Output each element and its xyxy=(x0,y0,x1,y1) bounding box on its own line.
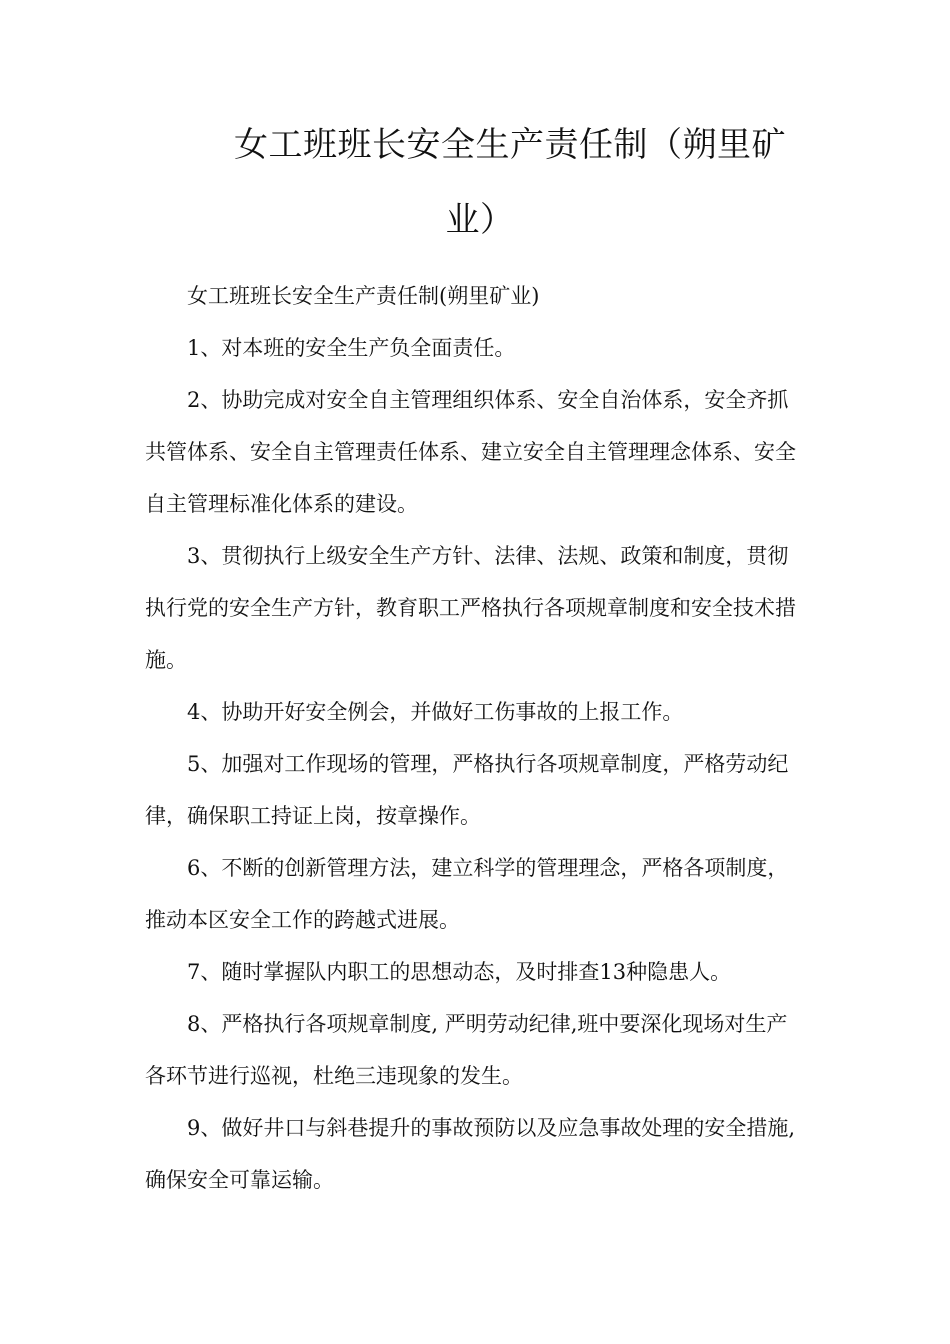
paragraph-item-4: 4、协助开好安全例会，并做好工伤事故的上报工作。 xyxy=(187,700,684,724)
paragraph-item-6: 6、不断的创新管理方法，建立科学的管理理念，严格各项制度，推动本区安全工作的跨越式进展。 xyxy=(145,856,789,932)
paragraph-item-5: 5、加强对工作现场的管理，严格执行各项规章制度，严格劳动纪律，确保职工持证上岗，按章操作。 xyxy=(145,752,789,828)
paragraph-item-2: 2、协助完成对安全自主管理组织体系、安全自治体系，安全齐抓共管体系、安全自主管理责任体系、建立安全自主管理理念体系、安全自主管理标准化体系的建设。 xyxy=(145,388,796,516)
document-title-line-2: 业） xyxy=(445,200,515,240)
paragraph-item-7: 7、随时掌握队内职工的思想动态，及时排查13种隐患人。 xyxy=(187,960,732,984)
paragraph-item-1: 1、对本班的安全生产负全面责任。 xyxy=(187,336,516,360)
document-body xyxy=(145,270,807,1206)
paragraph-item-9: 9、做好井口与斜巷提升的事故预防以及应急事故处理的安全措施, 确保安全可靠运输。 xyxy=(145,1116,796,1192)
paragraph-subtitle: 女工班班长安全生产责任制(朔里矿业) xyxy=(187,284,540,308)
paragraph-item-3: 3、贯彻执行上级安全生产方针、法律、法规、政策和制度，贯彻执行党的安全生产方针，教育职工严格执行各项规章制度和安全技术措施。 xyxy=(145,544,796,672)
paragraph-item-8: 8、严格执行各项规章制度, 严明劳动纪律,班中要深化现场对生产各环节进行巡视，杜绝三违现象的发生。 xyxy=(145,1012,788,1088)
document-title-line-1: 女工班班长安全生产责任制（朔里矿 xyxy=(234,125,786,165)
